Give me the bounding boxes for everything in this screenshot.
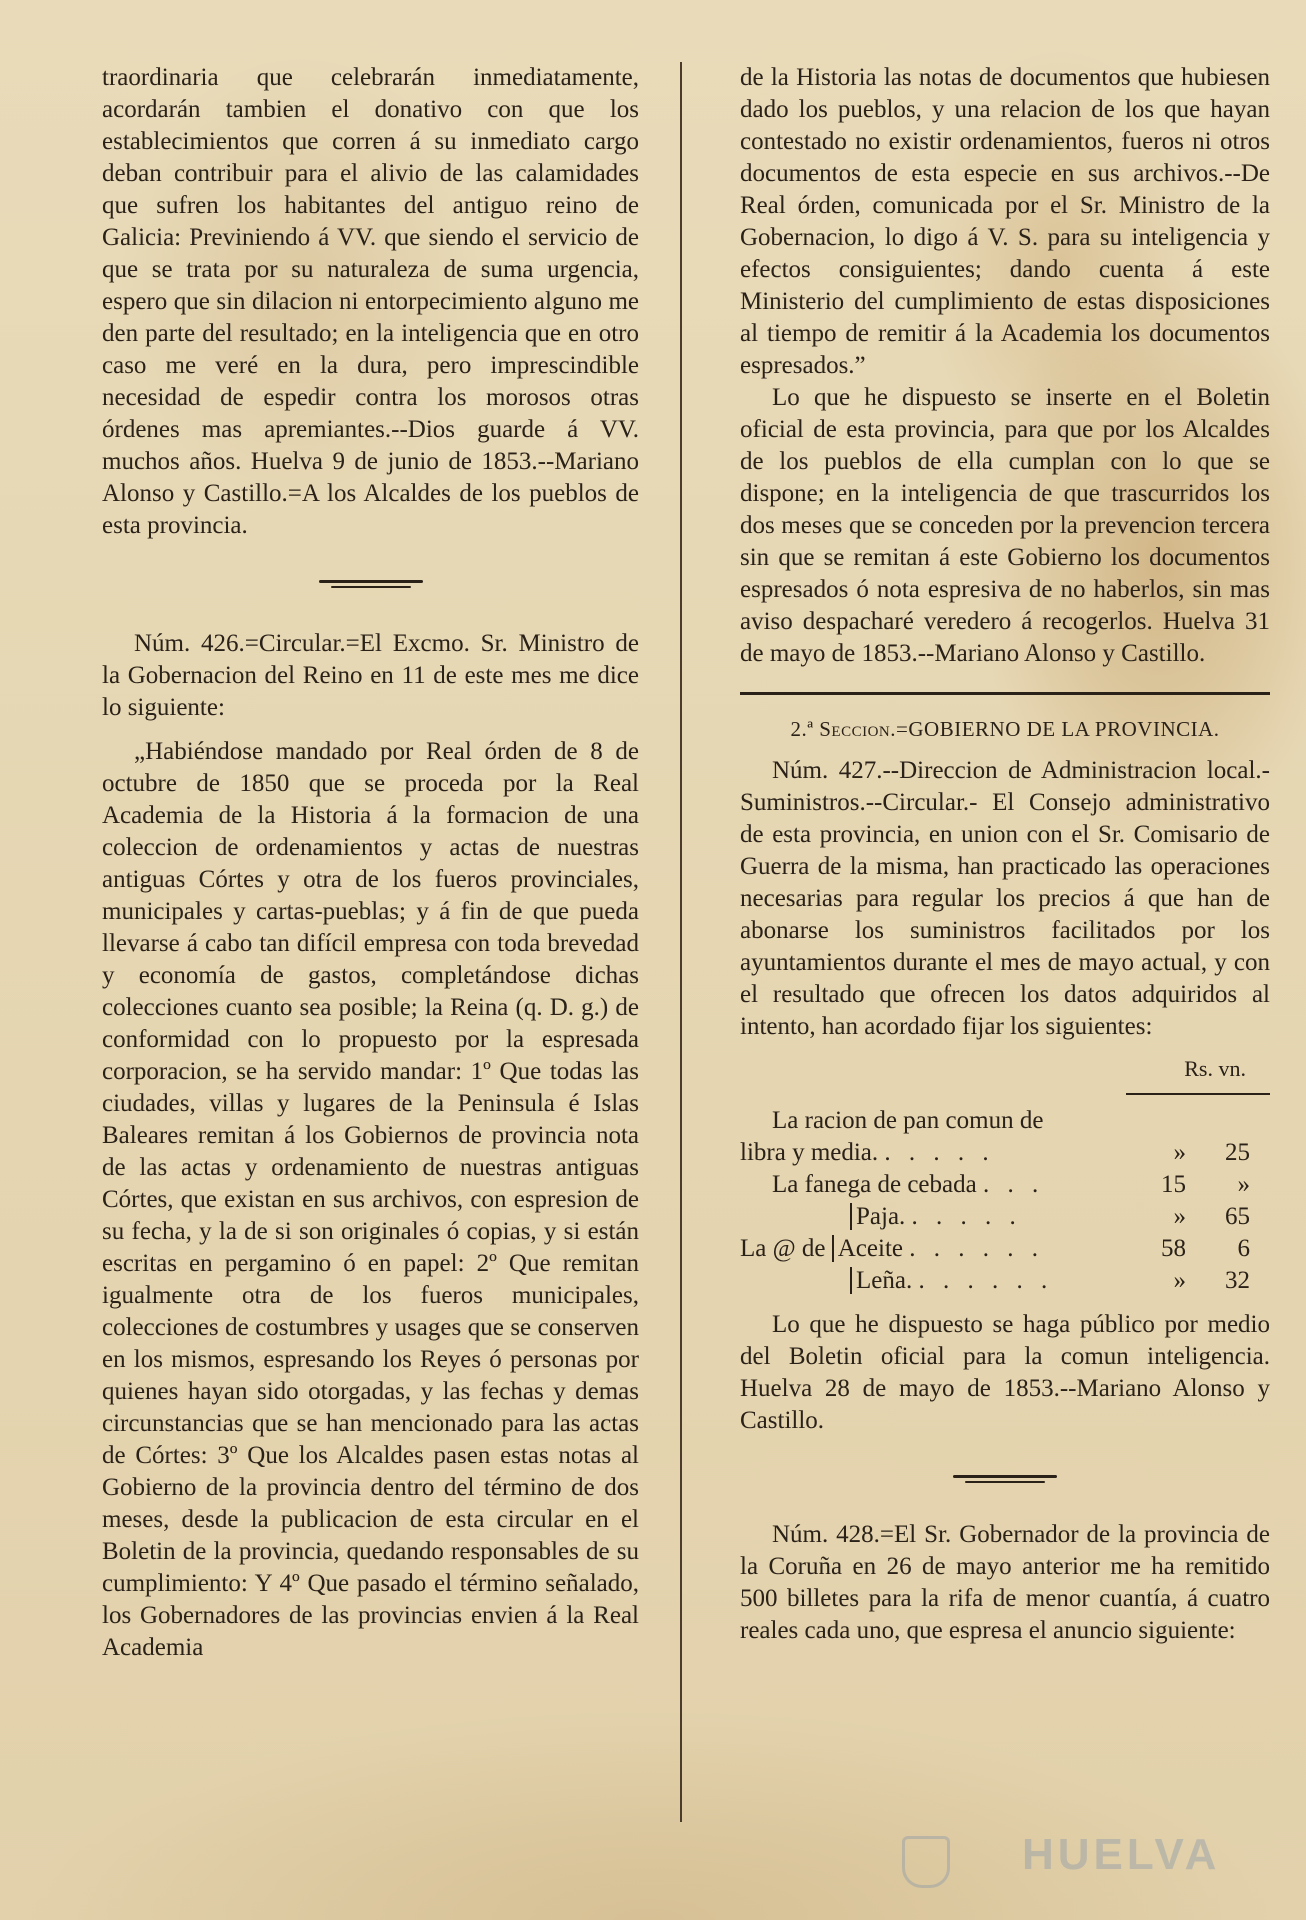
price-header-rule xyxy=(1126,1093,1270,1095)
section-prefix: 2.ª xyxy=(790,717,814,741)
wood-rs: » xyxy=(1173,1267,1186,1294)
section-heading xyxy=(740,713,1270,745)
bread-vn: 25 xyxy=(1225,1139,1250,1166)
straw-vn: 65 xyxy=(1225,1203,1250,1230)
wood-vn: 32 xyxy=(1225,1267,1250,1294)
straw-label: Paja. xyxy=(856,1203,906,1230)
price-column-header: Rs. vn. xyxy=(1184,1056,1246,1081)
archive-shield-icon xyxy=(902,1836,950,1888)
bread-label-1: La racion de pan comun de xyxy=(772,1107,1044,1134)
circular-428-intro: Núm. 428.=El Sr. Gobernador de la provincia de la Coruña en 26 de mayo anterior me ha remitido 500 billetes para la rifa de menor cuantía, á cuatro reales cada uno, que espresa el anuncio siguiente: xyxy=(740,1521,1270,1644)
circular-426-intro: Núm. 426.=Circular.=El Excmo. Sr. Ministro de la Gobernacion del Reino en 11 de este mes me dice lo siguiente: xyxy=(102,630,639,721)
barley-vn: » xyxy=(1237,1171,1250,1198)
oil-label: Aceite xyxy=(837,1235,903,1262)
section-rule xyxy=(740,692,1270,695)
price-row-straw: Paja. . . . . . » 65 xyxy=(740,1201,1270,1233)
barley-label: La fanega de cebada xyxy=(772,1171,977,1198)
column-divider-rule xyxy=(680,62,682,1822)
bread-rs: » xyxy=(1173,1139,1186,1166)
price-table xyxy=(740,1105,1270,1297)
price-row-barley: La fanega de cebada . . . 15 » xyxy=(740,1169,1270,1201)
price-row-bread-2: libra y media. . . . . . » 25 xyxy=(740,1137,1270,1169)
oil-rs: 58 xyxy=(1161,1235,1186,1262)
price-row-bread-1 xyxy=(740,1105,1270,1137)
ornamental-divider xyxy=(953,1473,1057,1487)
bread-label-2: libra y media. xyxy=(740,1139,879,1166)
archive-watermark: HUELVA xyxy=(1022,1830,1221,1879)
straw-rs: » xyxy=(1173,1203,1186,1230)
barley-rs: 15 xyxy=(1161,1171,1186,1198)
circular-426-continuation: de la Historia las notas de documentos que hubiesen dado los pueblos, y una relacion de los que hayan contestado no existir ordenamientos, fueros ni otros documentos de esta especie en sus archivos.--De Real órden, comunicada por el Sr. Ministro de la Gobernacion, lo digo á V. S. para su inteligencia y efectos consiguientes; dando cuenta á este Ministerio del cumplimiento de estas disposiciones al tiempo de remitir á la Academia los documentos espresados.” xyxy=(740,64,1270,379)
section-word: Seccion xyxy=(819,717,891,741)
oil-vn: 6 xyxy=(1237,1235,1250,1262)
left-column xyxy=(102,62,639,1664)
circular-427-closing: Lo que he dispuesto se haga público por medio del Boletin oficial para la comun inteligencia. Huelva 28 de mayo de 1853.--Mariano Alonso y Castillo. xyxy=(740,1311,1270,1434)
right-column xyxy=(740,62,1270,1647)
arroba-prefix: La @ de xyxy=(740,1235,826,1262)
price-row-oil: La @ de Aceite . . . . . . 58 6 xyxy=(740,1233,1270,1265)
section-title: .=GOBIERNO DE LA PROVINCIA. xyxy=(890,717,1220,741)
circular-426-body: „Habiéndose mandado por Real órden de 8 de octubre de 1850 que se proceda por la Real Academia de la Historia á la formacion de una coleccion de ordenamientos y actas de nuestras antiguas Córtes y otra de los fueros provinciales, municipales y cartas-pueblas; y á fin de que pueda llevarse á cabo tan difícil empresa con toda brevedad y economía de gastos, completándose dichas colecciones cuanto sea posible; la Reina (q. D. g.) de conformidad con lo propuesto por la espresada corporacion, se ha servido mandar: 1º Que todas las ciudades, villas y lugares de la Peninsula é Islas Baleares remitan á los Gobiernos de provincia nota de las actas y ordenamiento de nuestras antiguas Córtes, que existan en sus archivos, con espresion de su fecha, y la de si son originales ó copias, y si están escritas en pergamino ó en papel: 2º Que remitan igualmente otra de los fueros municipales, colecciones de costumbres y usages que se conserven en los mismos, espresando los Reyes ó personas por quienes hayan sido otorgadas, y las fechas y demas circunstancias que se han mencionado para las actas de Córtes: 3º Que los Alcaldes pasen estas notas al Gobierno de la provincia dentro del término de dos meses, desde la publicacion de esta circular en el Boletin de la provincia, quedando responsables de su cumplimiento: Y 4º Que pasado el término señalado, los Gobernadores de las provincias envien á la Real Academia xyxy=(102,738,639,1661)
price-row-wood: Leña. . . . . . . » 32 xyxy=(740,1265,1270,1297)
continuation-paragraph: traordinaria que celebrarán inmediatamente, acordarán tambien el donativo con que los establecimientos que corren á su inmediato cargo deban contribuir para el alivio de las calamidades que sufren los habitantes del antiguo reino de Galicia: Previniendo á VV. que siendo el servicio de que se trata por su naturaleza de suma urgencia, espero que sin dilacion ni entorpecimiento alguno me den parte del resultado; en la inteligencia que en otro caso me veré en la dura, pero imprescindible necesidad de espedir contra los morosos otras órdenes mas apremiantes.--Dios guarde á VV. muchos años. Huelva 9 de junio de 1853.--Mariano Alonso y Castillo.=A los Alcaldes de los pueblos de esta provincia. xyxy=(102,64,639,539)
circular-426-closing: Lo que he dispuesto se inserte en el Boletin oficial de esta provincia, para que por los Alcaldes de los pueblos de ella cumplan con lo que se dispone; en la inteligencia de que trascurridos los dos meses que se conceden por la prevencion tercera sin que se remitan á este Gobierno los documentos espresados ó nota espresiva de no haberlos, sin mas aviso despacharé veredero á recogerlos. Huelva 31 de mayo de 1853.--Mariano Alonso y Castillo. xyxy=(740,384,1270,667)
circular-427-intro: Núm. 427.--Direccion de Administracion local.-Suministros.--Circular.- El Consejo administrativo de esta provincia, en union con el Sr. Comisario de Guerra de la misma, han practicado las operaciones necesarias para regular los precios á que han de abonarse los suministros facilitados por los ayuntamientos durante el mes de mayo actual, y con el resultado que ofrecen los datos adquiridos al intento, han acordado fijar los siguientes: xyxy=(740,757,1270,1040)
wood-label: Leña. xyxy=(856,1267,913,1294)
ornamental-divider xyxy=(319,578,423,592)
